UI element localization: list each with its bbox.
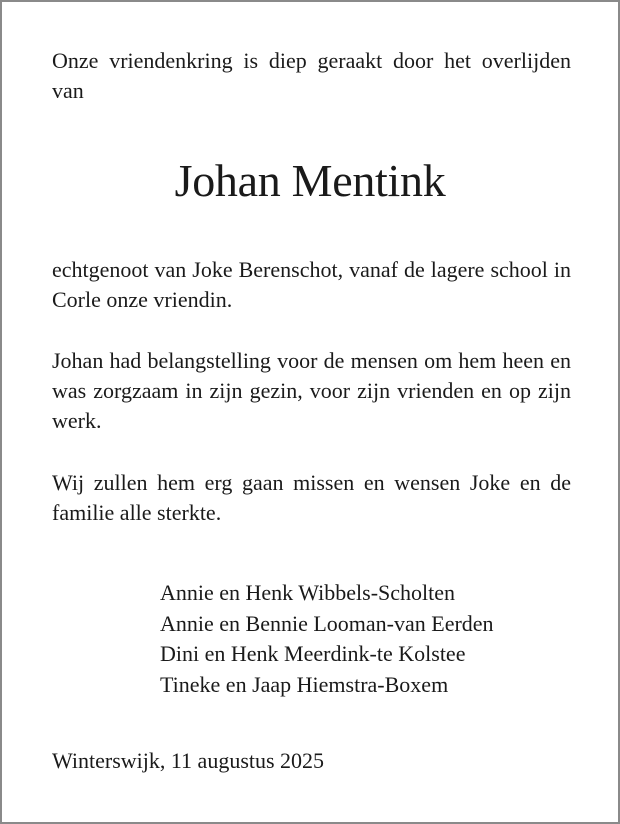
signer: Tineke en Jaap Hiemstra-Boxem	[160, 671, 449, 697]
deceased-name: Johan Mentink	[174, 155, 446, 206]
place-date: Winterswijk, 11 augustus 2025	[52, 748, 325, 773]
paragraph-character: Johan had belangstelling voor de mensen om hem heen en was zorgzaam in zijn gezin, voor zijn vrienden en op zijn werk.	[52, 348, 571, 433]
signers-list	[160, 578, 494, 700]
signer: Annie en Bennie Looman-van Eerden	[160, 610, 494, 636]
signer: Annie en Henk Wibbels-Scholten	[160, 580, 456, 605]
paragraph-condolence: Wij zullen hem erg gaan missen en wensen Joke en de familie alle sterkte.	[52, 470, 571, 525]
intro-text: Onze vriendenkring is diep geraakt door het overlijden van	[52, 48, 571, 103]
paragraph-relation: echtgenoot van Joke Berenschot, vanaf de lagere school in Corle onze vriendin.	[52, 257, 571, 312]
signer: Dini en Henk Meerdink-te Kolstee	[160, 641, 466, 666]
